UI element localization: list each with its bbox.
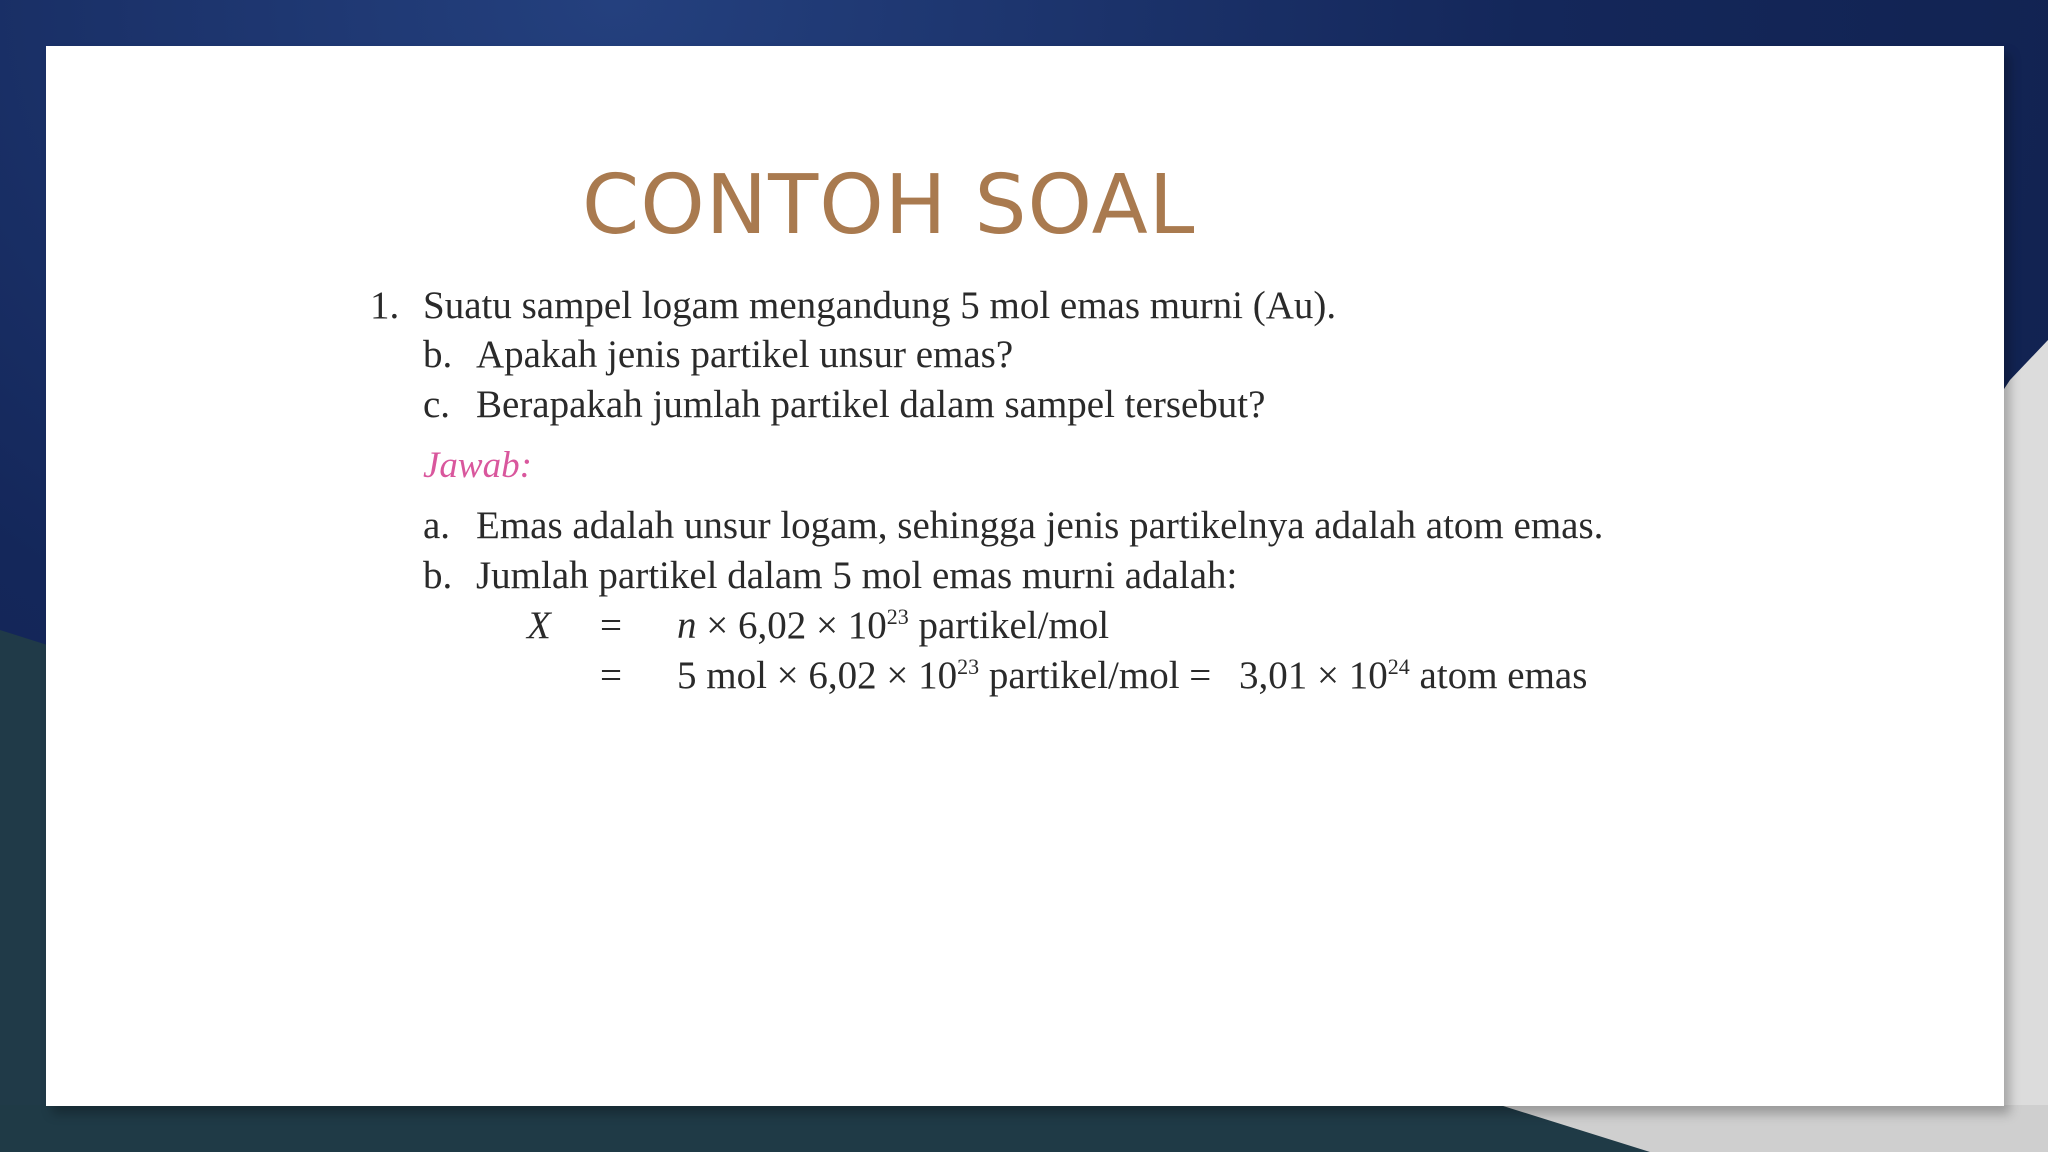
slide-title: CONTOH SOAL [582,158,1196,253]
equation-line-1-product: × 6,02 × 10 [706,604,887,647]
equation-line-2-unit: partikel/mol = [988,654,1212,697]
equation-equals-1: = [600,604,622,647]
question-item-b-marker: b. [423,333,453,376]
equation-line-2 [677,653,1587,698]
answer-item-a-marker: a. [423,504,451,547]
equation-variable: X [527,604,551,647]
equation-line-2-product: 5 mol × 6,02 × 10 [677,654,958,697]
answer-item-a-text: Emas adalah unsur logam, sehingga jenis partikelnya adalah atom emas. [476,504,1604,547]
question-item-c-marker: c. [423,383,451,426]
question-text: Suatu sampel logam mengandung 5 mol emas murni (Au). [423,284,1337,327]
equation-line-1-exponent: 23 [886,604,909,629]
answer-item-b-marker: b. [423,554,453,597]
question-item-c-text: Berapakah jumlah partikel dalam sampel tersebut? [476,383,1266,426]
equation-result-unit: atom emas [1419,654,1588,697]
equation-equals-2: = [600,654,622,697]
equation-line-2-exponent-2: 24 [1387,654,1410,679]
equation-line-2-exponent-1: 23 [957,654,980,679]
answer-item-b-text: Jumlah partikel dalam 5 mol emas murni adalah: [476,554,1238,597]
equation-result: 3,01 × 10 [1239,654,1388,697]
question-number: 1. [370,284,400,327]
equation-line-1-unit: partikel/mol [918,604,1110,647]
equation-n: n [677,604,697,647]
equation-line-1 [677,603,1109,648]
question-item-b-text: Apakah jenis partikel unsur emas? [476,333,1014,376]
answer-label: Jawab: [423,445,532,486]
